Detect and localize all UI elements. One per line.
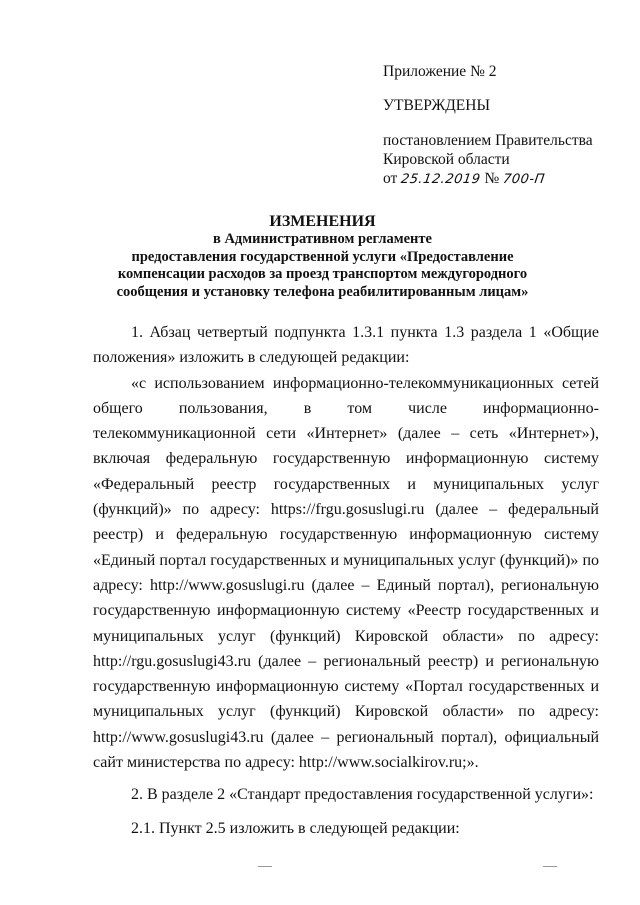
- document-title: [80, 212, 565, 301]
- decree-date-line: [383, 169, 633, 189]
- decree-line-1: постановлением Правительства: [383, 132, 593, 149]
- handwritten-number: 700-П: [502, 172, 547, 187]
- approved-heading: УТВЕРЖДЕНЫ: [383, 97, 490, 114]
- appendix-number: Приложение № 2: [383, 63, 497, 80]
- paragraph-2-quote: «с использованием информационно-телекоммуникационных сетей общего пользования, в том числе информационно-телекоммуникационной сети «Интернет» (далее – сеть «Интернет»), включая федеральную государственную информационную систему «Федеральный реестр государственных и муниципальных услуг (функций)» по адресу: https://frgu.gosuslugi.ru (далее – федеральный реестр) и федеральную государственную информационную систему «Единый портал государственных и муниципальных услуг (функций)» по адресу: http://www.gosuslugi.ru (далее – Единый портал), региональную государственную информационную систему «Реестр государственных и муниципальных услуг (функций) Кировской области» по адресу: http://rgu.gosuslugi43.ru (далее – региональный реестр) и региональную государственную информационную систему «Портал государственных и муниципальных услуг (функций) Кировской области» по адресу: http://www.gosuslugi43.ru (далее – региональный портал), официальный сайт министерства по адресу: http://www.socialkirov.ru;».: [93, 374, 599, 772]
- decree-line-2: Кировской области: [383, 151, 510, 168]
- paragraph-3: 2. В разделе 2 «Стандарт предоставления государственной услуги»:: [131, 786, 594, 804]
- approval-block: [383, 62, 633, 189]
- handwritten-date: 25.12.2019: [400, 172, 482, 187]
- scan-mark: [543, 866, 557, 867]
- decree-prefix: от: [383, 170, 398, 187]
- title-line-3: компенсации расходов за проезд транспортом междугородного: [117, 266, 528, 283]
- decree-number-sign: №: [484, 170, 500, 187]
- document-body: [93, 320, 599, 841]
- title-line-4: сообщения и установку телефона реабилитированным лицам»: [116, 283, 529, 300]
- title-main: ИЗМЕНЕНИЯ: [269, 213, 376, 230]
- paragraph-1: 1. Абзац четвертый подпункта 1.3.1 пункта 1.3 раздела 1 «Общие положения» изложить в следующей редакции:: [93, 324, 599, 367]
- title-line-2: предоставления государственной услуги «Предоставление: [131, 248, 514, 265]
- title-line-1: в Административном регламенте: [213, 231, 432, 247]
- paragraph-4: 2.1. Пункт 2.5 изложить в следующей редакции:: [131, 819, 460, 837]
- scan-mark: [258, 866, 272, 867]
